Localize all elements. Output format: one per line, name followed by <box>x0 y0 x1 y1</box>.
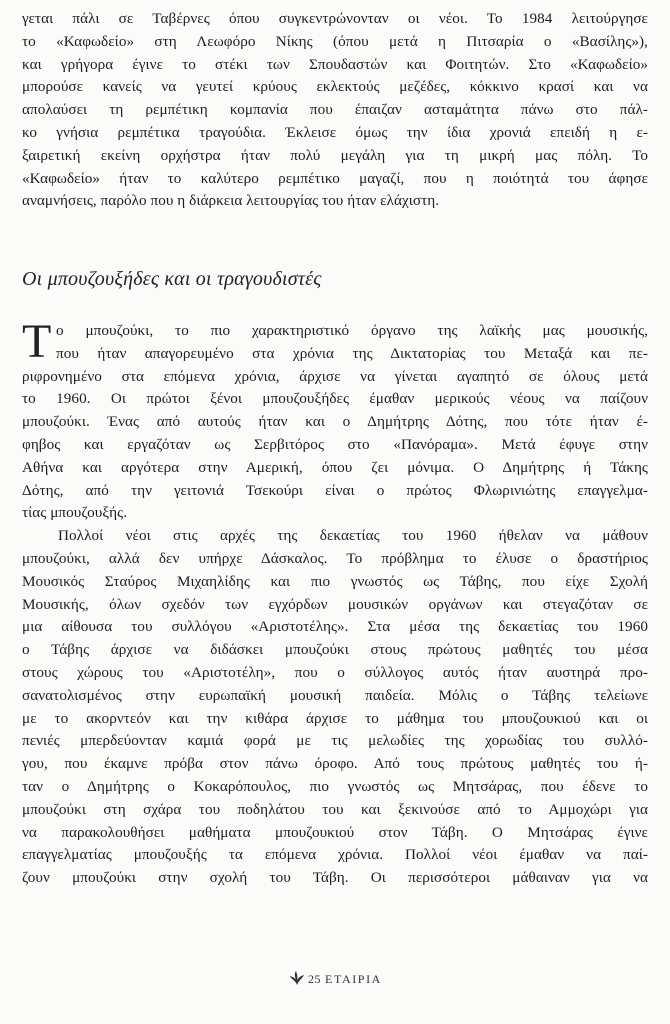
text-line: Δότης, από την γειτονιά Τσεκούρι είναι ο πρώτος Φλωρινιώτης επαγγελμα- <box>22 481 648 499</box>
text-line: ο Τάβης άρχισε να διδάσκει μπουζούκι στους πρώτους μαθητές του μέσα <box>22 641 648 659</box>
page-footer <box>0 970 670 987</box>
text-line: και γρήγορα έγινε το στέκι των Σπουδαστών και Φοιτητών. Στο «Καφωδείο» <box>22 55 648 73</box>
text-line: γεται πάλι σε Ταβέρνες όπου συγκεντρώνονταν οι νέοι. Το 1984 λειτούργησε <box>22 10 648 27</box>
text-line: μπορούσε κανείς να γευτεί κρύους εκλεκτούς μεζέδες, κόκκινο κρασί και να <box>22 78 648 96</box>
text-line: το «Καφωδείο» στη Λεωφόρο Νίκης (όπου μετά η Πιτσαρία ο «Βασίλης»), <box>22 32 648 50</box>
text-line: επαγγελματίας μπουζουξής τα επόμενα χρόνια. Πολλοί νέοι έμαθαν να παί- <box>22 846 648 864</box>
text-line: μπουζούκι, αλλά δεν υπήρχε Δάσκαλος. Το πρόβλημα το έλυσε ο δραστήριος <box>22 549 648 567</box>
text-line: ριφρονημένο στα επόμενα χρόνια, άρχισε να γίνεται αγαπητό σε όλους μετά <box>22 367 648 385</box>
text-line: στους χώρους του «Αριστοτέλη», που ο σύλλογος αυτός ήταν αυστηρά προ- <box>22 663 648 681</box>
text-line: σανατολισμένος στην ευρωπαϊκή μουσική παιδεία. Μόλις ο Τάβης τελείωνε <box>22 686 648 704</box>
text-line: ξαιρετική εκείνη ορχήστρα ήταν πολύ μεγάλη για τη μικρή μας πόλη. Το <box>22 146 648 164</box>
text-line: μπουζούκι. Ένας από αυτούς ήταν και ο Δημήτρης Δότης, που τότε ήταν έ- <box>22 413 648 431</box>
text-line: το 1960. Οι πρώτοι ξένοι μπουζουξήδες έμαθαν μερικούς νέους να παίζουν <box>22 390 648 408</box>
text-line: με το ακορντεόν και την κιθάρα άρχισε το μάθημα του μπουζουκιού και οι <box>22 709 648 727</box>
leaf-ornament-icon <box>288 970 306 986</box>
text-line: που ήταν απαγορευμένο στα χρόνια της Δικτατορίας του Μεταξά και πε- <box>56 344 648 362</box>
text-line: «Καφωδείο» ήταν το καλύτερο ρεμπέτικο μαγαζί, που η ποιότητά του άφησε <box>22 169 648 187</box>
text-line: Αθήνα και αργότερα στην Αμερική, όπου ζει μόνιμα. Ο Δημήτρης ή Τάκης <box>22 458 648 476</box>
text-line: απολαύσει τη ρεμπέτικη κομπανία που έπαιζαν ασταμάτητα πάνω στο πάλ- <box>22 101 648 119</box>
text-line: ο μπουζούκι, το πιο χαρακτηριστικό όργανο της λαϊκής μας μουσικής, <box>56 322 648 339</box>
text-line: αναμνήσεις, παρόλο που η διάρκεια λειτουργίας του ήταν ελάχιστη. <box>22 192 440 210</box>
text-line: να παρακολουθήσει μαθήματα μπουζουκιού στον Τάβη. Ο Μητσάρας έγινε <box>22 823 648 841</box>
paragraph-a <box>22 315 648 525</box>
text-line: Πολλοί νέοι στις αρχές της δεκαετίας του 1960 ήθελαν να μάθουν <box>58 527 648 545</box>
text-line: Μουσικής, όλων σχεδόν των εγχόρδων μουσικών οργάνων και στεγαζόταν σε <box>22 595 648 613</box>
text-line: γου, που έκαμνε πρόβα στον πάνω όροφο. Από τους πρώτους μαθητές του ή- <box>22 755 648 773</box>
text-line: ζουν μπουζούκι στην σχολή του Τάβη. Οι περισσότεροι μάθαιναν για να <box>22 869 648 887</box>
paragraph-b <box>22 525 648 890</box>
text-line: ταν ο Δημήτρης ο Κοκαρόπουλος, πιο γνωστός ως Μητσάρας, που έδενε το <box>22 777 648 795</box>
publisher-name: ΕΤΑΙΡΙΑ <box>325 972 382 986</box>
text-line: κο γνήσια ρεμπέτικα τραγούδια. Έκλεισε όμως την ίδια χρονιά επειδή η ε- <box>22 123 648 141</box>
body-section <box>22 315 648 890</box>
section-heading: Οι μπουζουξήδες και οι τραγουδιστές <box>22 268 322 290</box>
text-line: φηβος και εργαζόταν ως Σερβιτόρος στο «Πανόραμα». Μετά έφυγε στην <box>22 435 648 453</box>
text-line: μια αίθουσα του συλλόγου «Αριστοτέλης». Στα μέσα της δεκαετίας του 1960 <box>22 618 648 636</box>
text-line: Μουσικός Σταύρος Μιχαηλίδης και πιο γνωστός ως Τάβης, που είχε Σχολή <box>22 572 648 590</box>
text-line: μπουζούκι στη σχάρα του ποδηλάτου του και ξεκινούσε από το Αμμοχώρι για <box>22 800 648 818</box>
page-number: 25 <box>308 972 322 986</box>
text-line: πενιές μπερδεύονταν καμιά φορά με τις μελωδίες της χορωδίας του συλλό- <box>22 732 648 750</box>
drop-cap: Τ <box>22 315 52 368</box>
text-line: τίας μπουζουξής. <box>22 504 128 522</box>
top-paragraph <box>22 8 648 213</box>
